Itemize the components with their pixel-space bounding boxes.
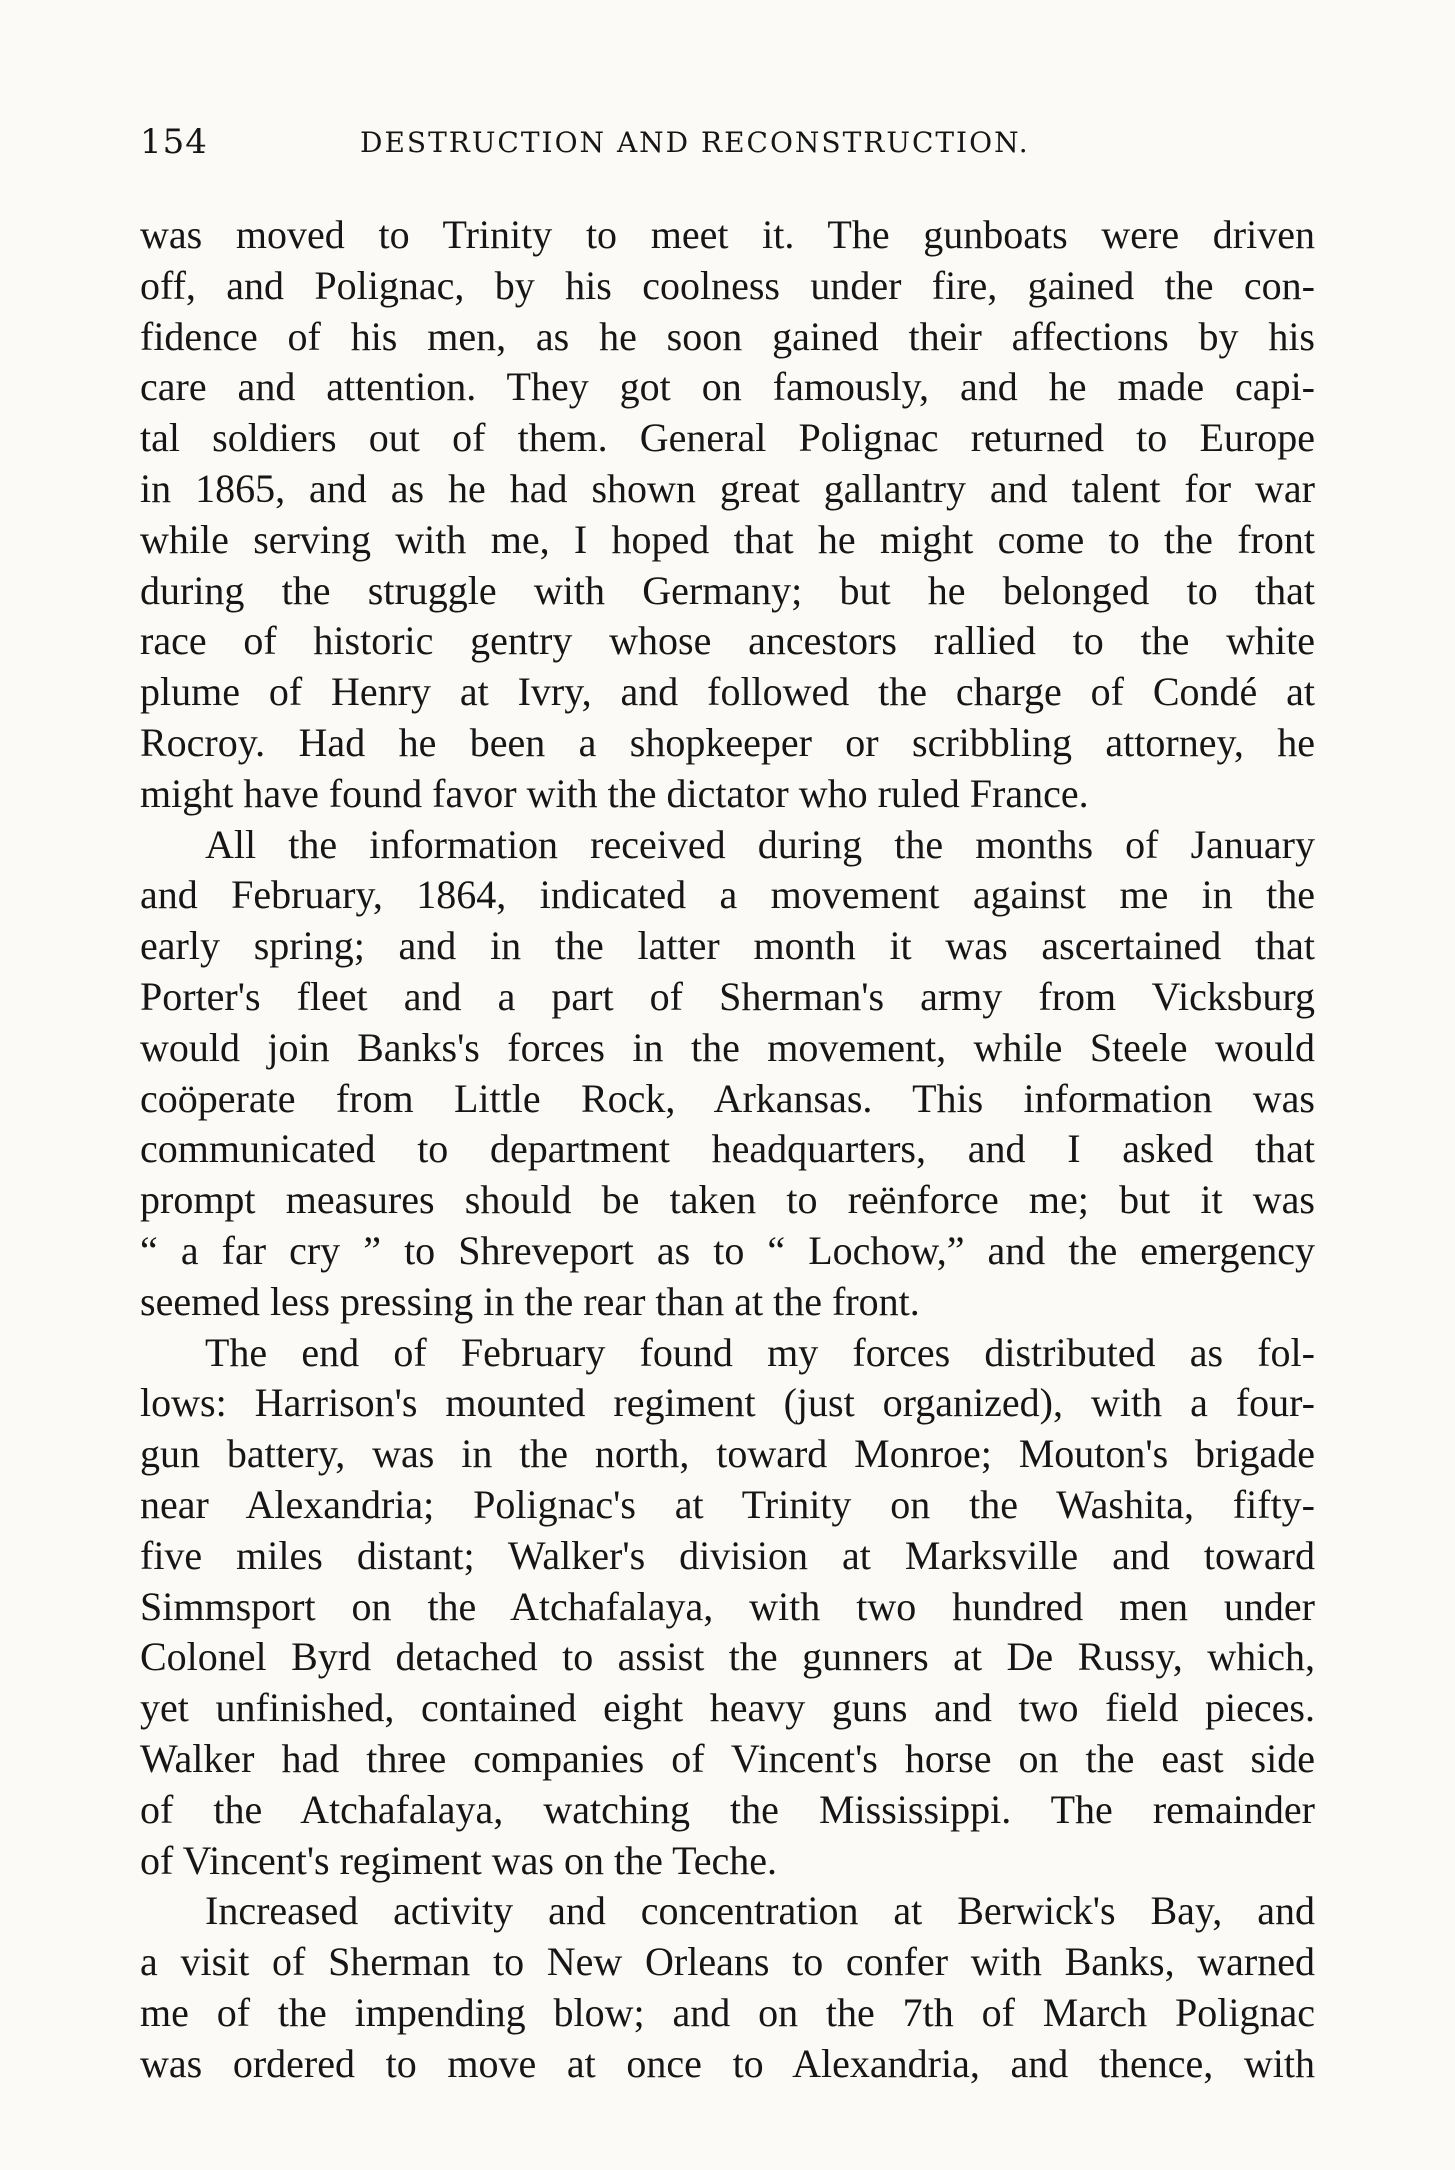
text-line: might have found favor with the dictator who ruled France.	[140, 770, 1089, 816]
text-line: off, and Polignac, by his coolness under fire, gained the con-	[140, 262, 1315, 308]
text-line: gun battery, was in the north, toward Monroe; Mouton's brigade	[140, 1431, 1315, 1477]
text-line: near Alexandria; Polignac's at Trinity on the Washita, fifty-	[140, 1481, 1315, 1527]
text-line: and February, 1864, indicated a movement against me in the	[140, 872, 1315, 918]
text-line: of the Atchafalaya, watching the Mississippi. The remainder	[140, 1786, 1315, 1832]
page-number: 154	[140, 122, 208, 162]
text-line: in 1865, and as he had shown great gallantry and talent for war	[140, 465, 1315, 511]
text-line: was moved to Trinity to meet it. The gunboats were driven	[140, 212, 1315, 257]
text-line: fidence of his men, as he soon gained their affections by his	[140, 313, 1315, 359]
text-line: Colonel Byrd detached to assist the gunners at De Russy, which,	[140, 1634, 1315, 1680]
text-line: during the struggle with Germany; but he belonged to that	[140, 567, 1315, 613]
text-line: yet unfinished, contained eight heavy guns and two field pieces.	[140, 1685, 1315, 1731]
text-line: “ a far cry ” to Shreveport as to “ Lochow,” and the emergency	[140, 1227, 1315, 1273]
text-line: five miles distant; Walker's division at Marksville and toward	[140, 1532, 1315, 1578]
text-line: Walker had three companies of Vincent's horse on the east side	[140, 1735, 1315, 1781]
text-line: me of the impending blow; and on the 7th of March Polignac	[140, 1989, 1315, 2035]
text-line: Porter's fleet and a part of Sherman's army from Vicksburg	[140, 973, 1315, 1019]
text-line: coöperate from Little Rock, Arkansas. This information was	[140, 1075, 1315, 1121]
text-line: would join Banks's forces in the movement, while Steele would	[140, 1024, 1315, 1070]
running-title: DESTRUCTION AND RECONSTRUCTION.	[360, 126, 1030, 159]
text-line: while serving with me, I hoped that he might come to the front	[140, 516, 1315, 562]
text-line: Rocroy. Had he been a shopkeeper or scribbling attorney, he	[140, 719, 1315, 765]
text-line: seemed less pressing in the rear than at the front.	[140, 1278, 920, 1324]
text-line: prompt measures should be taken to reënforce me; but it was	[140, 1177, 1315, 1223]
text-line: communicated to department headquarters, and I asked that	[140, 1126, 1315, 1172]
text-line: plume of Henry at Ivry, and followed the charge of Condé at	[140, 669, 1315, 715]
paragraph-start-line: The end of February found my forces distributed as fol-	[205, 1329, 1315, 1375]
text-line: race of historic gentry whose ancestors rallied to the white	[140, 618, 1315, 664]
text-line: of Vincent's regiment was on the Teche.	[140, 1837, 778, 1883]
text-line: Simmsport on the Atchafalaya, with two hundred men under	[140, 1583, 1315, 1629]
text-line: tal soldiers out of them. General Polignac returned to Europe	[140, 415, 1315, 461]
text-line: a visit of Sherman to New Orleans to confer with Banks, warned	[140, 1939, 1315, 1985]
text-line: lows: Harrison's mounted regiment (just organized), with a four-	[140, 1380, 1315, 1426]
paragraph-start-line: All the information received during the months of January	[205, 821, 1315, 867]
text-line: early spring; and in the latter month it was ascertained that	[140, 923, 1315, 969]
paragraph-start-line: Increased activity and concentration at Berwick's Bay, and	[205, 1888, 1315, 1934]
text-line: was ordered to move at once to Alexandria, and thence, with	[140, 2040, 1315, 2086]
body-text	[140, 210, 1315, 2089]
running-head	[140, 122, 1315, 172]
text-line: care and attention. They got on famously, and he made capi-	[140, 364, 1315, 410]
